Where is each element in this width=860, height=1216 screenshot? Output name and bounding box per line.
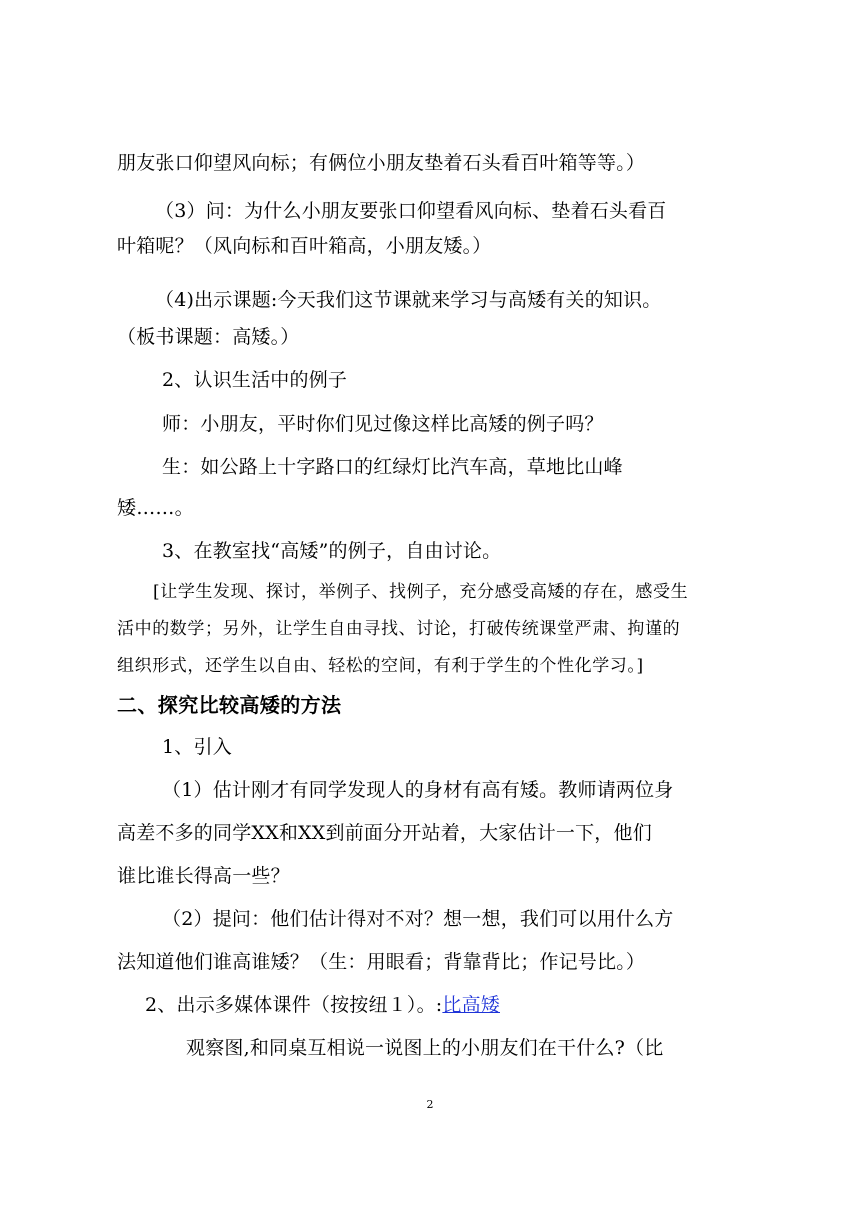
note-line-2: 活中的数学；另外，让学生自由寻找、讨论，打破传统课堂严肃、拘谨的 xyxy=(117,619,681,639)
compare-height-link[interactable]: 比高矮 xyxy=(442,994,500,1016)
paragraph-question-line-1: （2）提问：他们估计得对不对？想一想，我们可以用什么方 xyxy=(162,908,674,930)
paragraph-line-5: （板书课题：高矮。） xyxy=(117,326,300,348)
paragraph-question-line-2: 法知道他们谁高谁矮？（生：用眼看；背靠背比；作记号比。） xyxy=(117,951,646,973)
paragraph-line-3: 叶箱呢？（风向标和百叶箱高，小朋友矮。） xyxy=(117,235,492,257)
section-subtitle-3: 3、在教室找“高矮”的例子，自由讨论。 xyxy=(162,540,502,562)
multimedia-line xyxy=(145,993,500,1017)
paragraph-estimate-line-2: 高差不多的同学XX和XX到前面分开站着，大家估计一下，他们 xyxy=(117,822,652,844)
page-number: 2 xyxy=(426,1098,434,1111)
student-answer-line-1: 生：如公路上十字路口的红绿灯比汽车高，草地比山峰 xyxy=(162,456,623,478)
paragraph-estimate-line-1: （1）估计刚才有同学发现人的身材有高有矮。教师请两位身 xyxy=(162,779,674,801)
paragraph-line-4: （4)出示课题:今天我们这节课就来学习与高矮有关的知识。 xyxy=(155,289,662,311)
teacher-question-line: 师：小朋友，平时你们见过像这样比高矮的例子吗？ xyxy=(162,413,604,435)
subsection-intro: 1、引入 xyxy=(162,736,232,758)
multimedia-text: 2、出示多媒体课件（按按纽１）。: xyxy=(145,994,443,1016)
section-heading-2: 二、探究比较高矮的方法 xyxy=(117,693,342,717)
paragraph-line-2: （3）问：为什么小朋友要张口仰望看风向标、垫着石头看百 xyxy=(155,200,667,222)
paragraph-line-1: 朋友张口仰望风向标；有俩位小朋友垫着石头看百叶箱等等。） xyxy=(117,152,646,174)
student-answer-line-2: 矮……。 xyxy=(117,497,194,519)
note-line-3: 组织形式，还学生以自由、轻松的空间，有利于学生的个性化学习。] xyxy=(117,656,644,676)
observation-line: 观察图,和同桌互相说一说图上的小朋友们在干什么?（比 xyxy=(186,1037,664,1059)
section-subtitle-2: 2、认识生活中的例子 xyxy=(162,369,348,391)
paragraph-estimate-line-3: 谁比谁长得高一些？ xyxy=(117,865,290,887)
note-line-1: [让学生发现、探讨，举例子、找例子，充分感受高矮的存在，感受生 xyxy=(153,582,689,602)
